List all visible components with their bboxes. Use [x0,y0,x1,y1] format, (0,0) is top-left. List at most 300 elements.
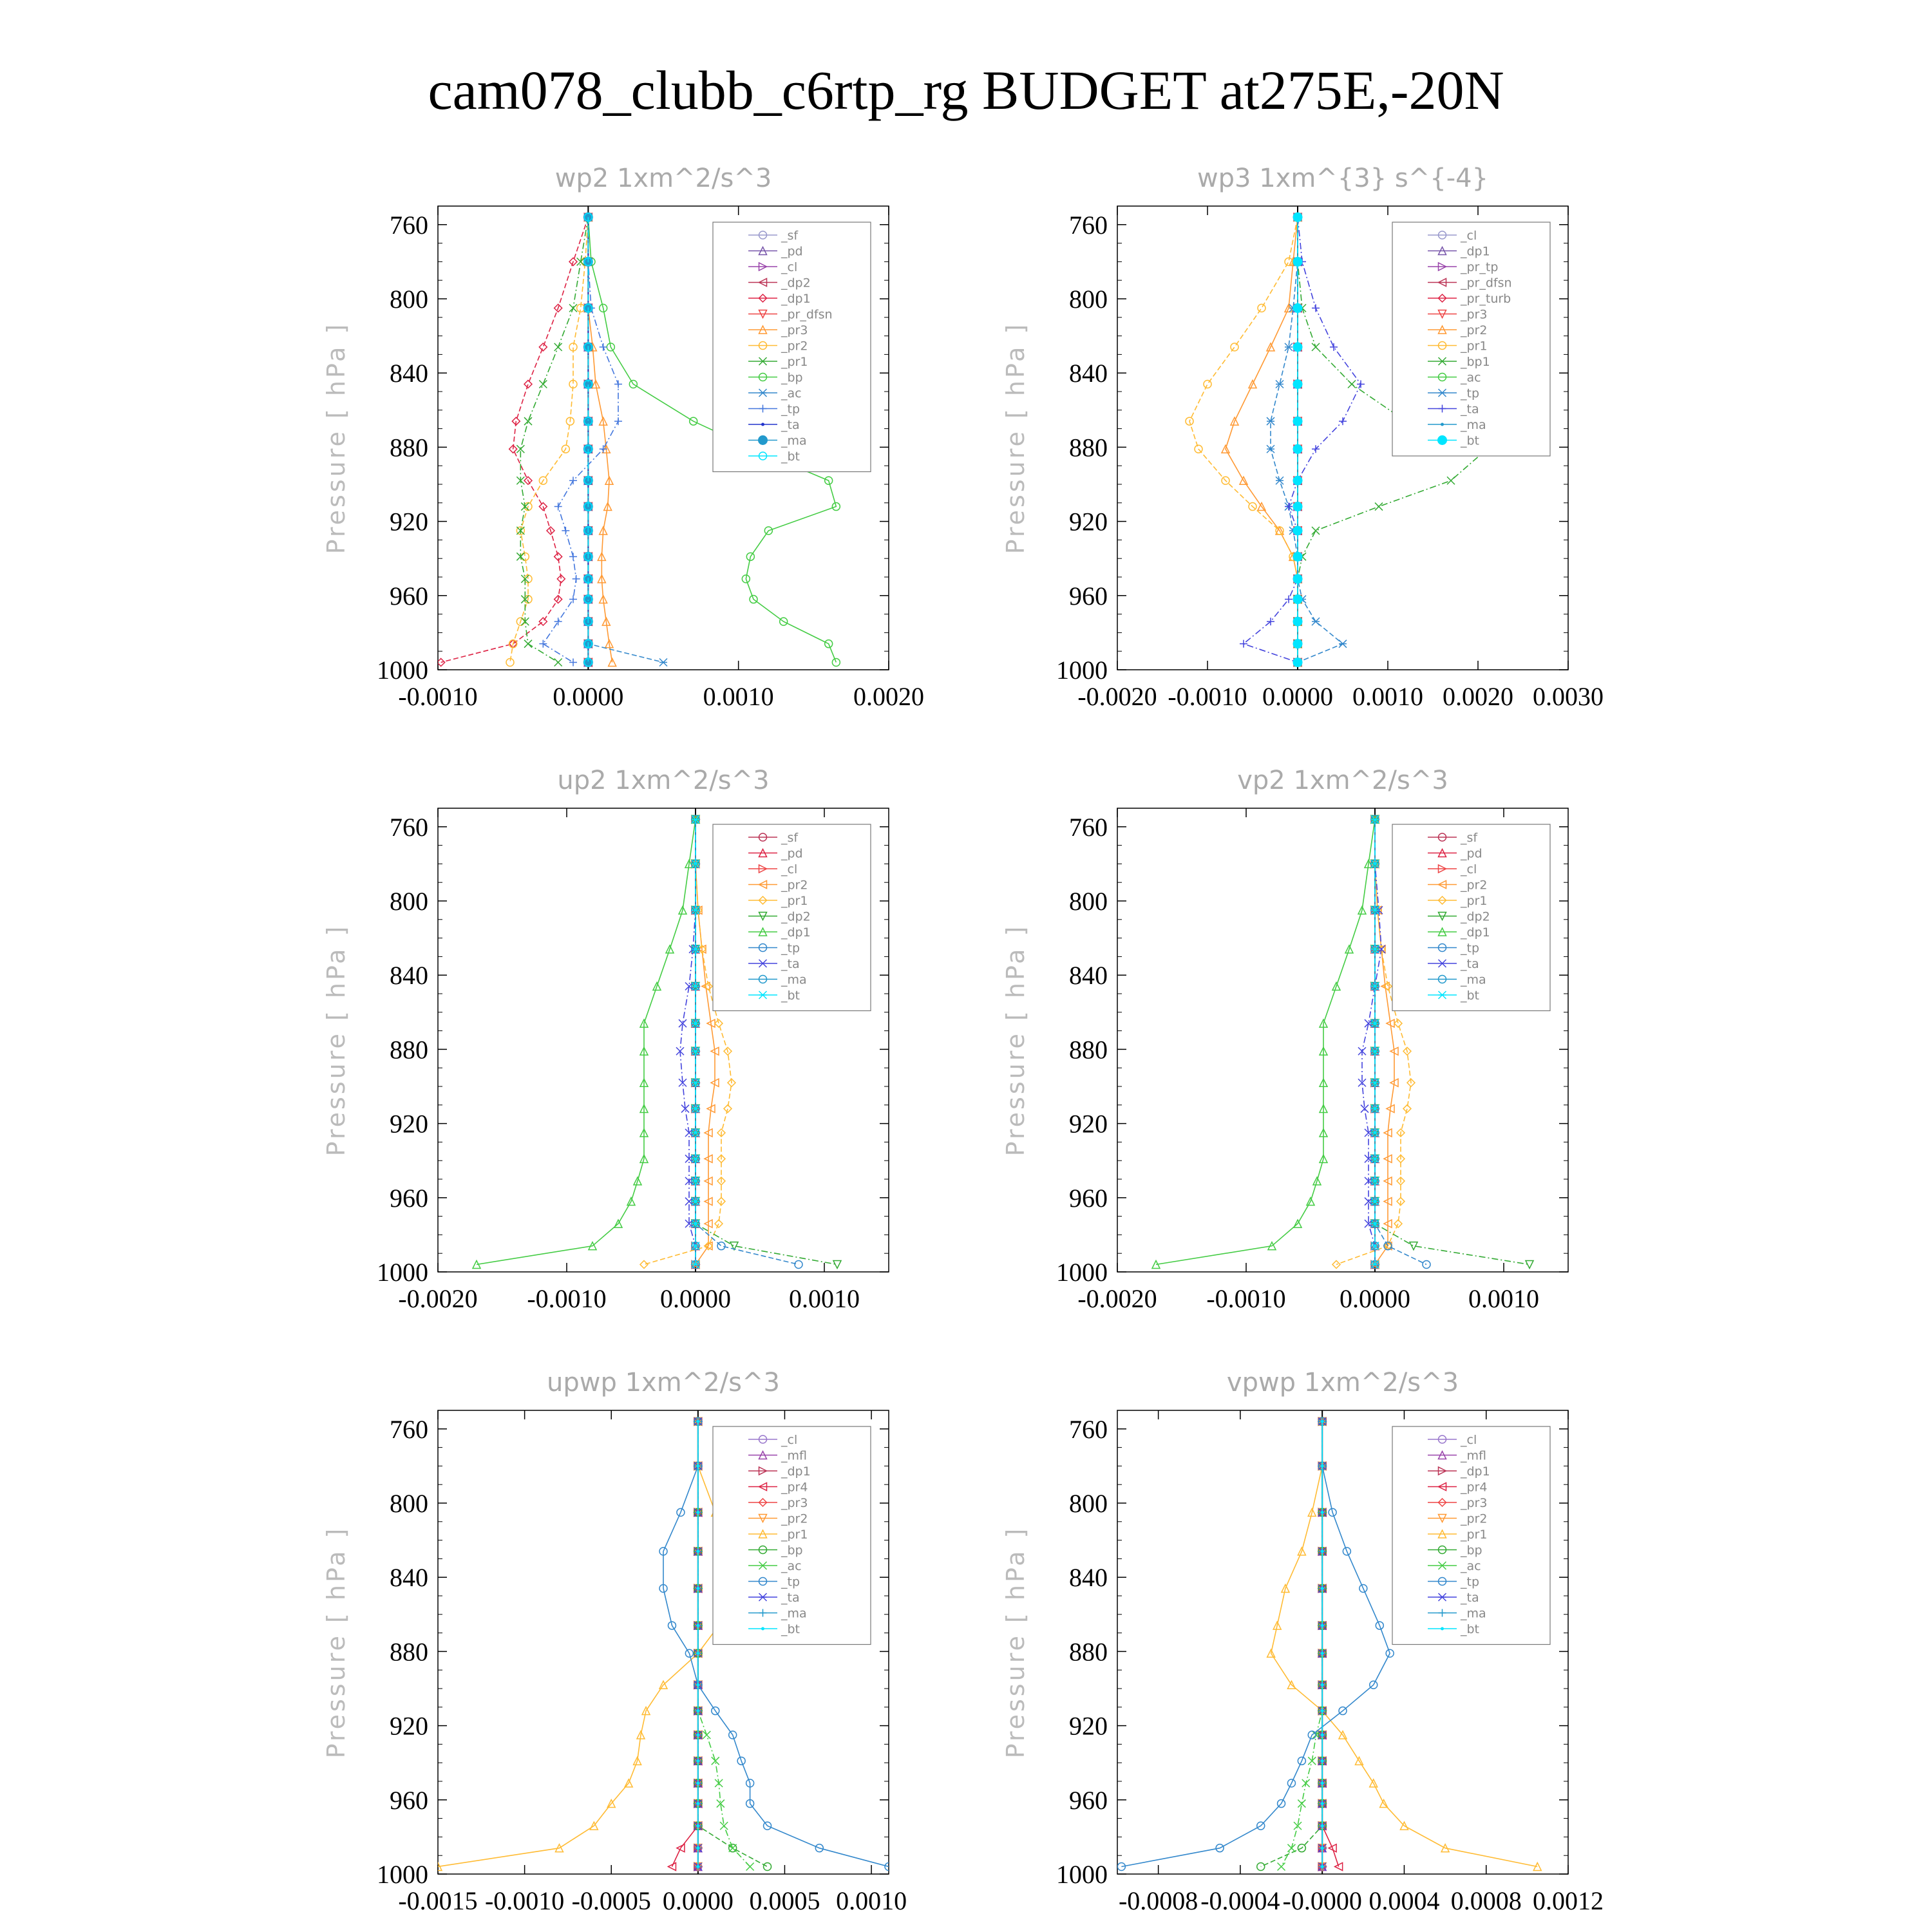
x-tick-label: 0.0005 [749,1886,820,1915]
data-point [1394,1019,1402,1027]
series-line [438,1421,733,1866]
data-point [562,527,569,535]
chart-wp2 [309,148,953,728]
data-point [640,1260,648,1268]
data-point [600,343,607,351]
y-tick-label: 800 [390,1489,428,1518]
data-point [614,380,622,388]
legend [713,222,871,472]
legend-label: _pr2 [781,878,808,893]
data-point [524,417,532,425]
y-tick-label: 1000 [1056,1860,1108,1889]
legend-label: _ac [1461,1559,1481,1573]
y-tick-label: 880 [390,433,428,462]
legend-label: _dp1 [1461,1464,1490,1479]
series-tp [1117,1417,1394,1870]
legend-label: _bt [1461,433,1480,448]
y-tick-label: 760 [1069,210,1108,240]
data-point [1339,640,1347,648]
data-point [764,1862,772,1870]
data-point [1321,1781,1324,1785]
data-point [1293,526,1302,535]
legend-label: _ta [781,1591,800,1605]
legend-label: _ma [781,972,807,987]
legend-label: _bp [781,370,803,385]
data-point [1312,527,1320,535]
legend-label: _cl [1461,862,1477,876]
data-point [1293,417,1302,426]
data-point [696,1846,699,1850]
legend-label: _tp [1461,941,1480,956]
x-tick-label: -0.0010 [527,1284,607,1313]
series-line [1271,217,1343,662]
x-tick-label: 0.0010 [836,1886,907,1915]
x-tick-label: -0.0010 [398,682,478,711]
y-tick-label: 920 [390,1711,428,1741]
legend-label: _sf [1461,831,1478,845]
data-point [696,1709,699,1712]
data-point [1321,1683,1324,1687]
legend-label: _pr2 [781,339,808,354]
chart-wp3 [989,148,1633,728]
y-tick-label: 800 [1069,887,1108,916]
x-tick-label: 0.0000 [660,1284,731,1313]
data-point [569,658,577,666]
y-tick-label: 760 [390,812,428,842]
data-point [524,380,532,388]
data-point [1312,304,1320,312]
legend-label: _pr3 [781,323,808,337]
x-tick-label: -0.0000 [1282,1886,1362,1915]
chart-vp2 [989,750,1633,1330]
data-point [696,1624,699,1627]
data-point [696,1652,699,1655]
legend-label: _pr1 [1461,339,1488,354]
data-point [715,1019,723,1027]
y-tick-label: 920 [1069,1711,1108,1741]
panel-title: wp3 1xm^{3} s^{-4} [1197,164,1489,193]
legend-label: _ma [781,433,807,448]
legend-label: _pd [781,244,803,259]
series-line [477,819,696,1264]
data-point [1293,257,1302,266]
x-tick-label: -0.0020 [398,1284,478,1313]
y-tick-label: 960 [1069,1183,1108,1213]
series-tp [1267,213,1347,666]
data-point [1287,1844,1295,1852]
series-ta [1358,815,1385,1268]
data-point [1293,476,1302,485]
data-point [1293,444,1302,453]
data-point [1293,595,1302,604]
legend-label: _bt [1461,1622,1480,1636]
x-tick-label: -0.0020 [1077,682,1157,711]
y-axis-label: Pressure [ hPa ] [1001,1526,1030,1759]
legend-label: _ta [781,418,800,432]
legend-label: _pr2 [1461,323,1488,337]
legend-label: _pr3 [1461,1496,1488,1510]
data-point [1321,1824,1324,1828]
data-point [539,380,547,388]
data-point [539,618,547,625]
data-point [1321,1464,1324,1468]
y-axis-label: Pressure [ hPa ] [1001,923,1030,1157]
legend-label: _ma [1461,972,1486,987]
data-point [696,1587,699,1590]
data-point [696,1865,699,1868]
y-tick-label: 840 [390,961,428,990]
data-point [1293,574,1302,583]
legend-label: _dp1 [781,1464,811,1479]
data-point [696,1464,699,1468]
legend-label: _ac [781,386,802,401]
legend-label: _ta [1461,402,1479,417]
data-point [729,1844,737,1852]
legend-label: _ma [1461,418,1486,432]
data-point [1321,1865,1324,1868]
chart-upwp [309,1352,953,1932]
legend-label: _pr1 [1461,1528,1488,1542]
legend-label: _pr_dfsn [781,307,833,322]
x-tick-label: 0.0010 [789,1284,860,1313]
data-point [614,417,622,425]
legend-label: _pr1 [781,1528,808,1542]
data-point [1312,618,1320,625]
series-dp1 [473,815,699,1268]
x-tick-label: 0.0010 [1468,1284,1539,1313]
legend-label: _ta [1461,1591,1479,1605]
data-point [659,658,667,666]
series-pr2 [506,213,592,666]
data-point [1293,303,1302,312]
legend [713,824,871,1011]
y-tick-label: 840 [1069,1563,1108,1593]
data-point [1321,1734,1324,1737]
legend-label: _tp [1461,1575,1480,1589]
x-tick-label: 0.0020 [853,682,924,711]
series-line [1244,217,1361,662]
legend-label: _pr2 [1461,878,1488,893]
legend-label: _tp [781,1575,800,1589]
x-tick-label: 0.0012 [1533,1886,1604,1915]
series-tp [539,213,622,666]
legend-label: _pr3 [781,1496,808,1510]
y-tick-label: 960 [390,1785,428,1815]
data-point [1293,213,1302,222]
data-point [1447,477,1455,484]
series-bp [1257,1417,1326,1870]
data-point [1302,1779,1310,1787]
data-point [1278,1862,1285,1870]
data-point [696,1802,699,1805]
data-point [573,575,580,583]
legend-label: _ac [781,1559,802,1573]
data-point [1293,379,1302,388]
legend-label: _pr4 [781,1480,808,1495]
data-point [569,304,577,312]
legend-label: _cl [781,260,798,274]
legend-label: _sf [781,229,799,243]
legend-label: _bt [1461,989,1480,1003]
data-point [1293,617,1302,626]
data-point [696,1511,699,1514]
series-line [1282,1421,1323,1866]
data-point [1276,380,1283,388]
chart-vpwp [989,1352,1633,1932]
y-tick-label: 840 [1069,359,1108,388]
legend-label: _ta [781,957,800,971]
legend-label: _pr_tp [1461,260,1499,274]
legend [1392,222,1550,456]
y-tick-label: 960 [1069,581,1108,611]
data-point [1357,380,1365,388]
y-tick-label: 880 [390,1637,428,1667]
data-point [1231,343,1238,351]
data-point [696,1420,699,1423]
data-point [1321,1709,1324,1712]
legend-label: _dp1 [781,292,811,306]
data-point [1321,1420,1324,1423]
legend-label: _pd [781,846,803,861]
data-point [1293,639,1302,649]
data-point [1293,502,1302,511]
data-point [1321,1652,1324,1655]
data-point [746,1862,754,1870]
data-point [554,618,562,625]
y-tick-label: 920 [390,1109,428,1139]
legend-marker [761,1627,764,1631]
legend-label: _pr2 [781,1511,808,1526]
legend-marker [1441,1627,1444,1631]
y-tick-label: 880 [1069,1035,1108,1065]
data-point [1348,380,1356,388]
data-point [524,640,532,648]
data-point [1258,304,1265,312]
legend-label: _mfl [781,1448,807,1463]
data-point [569,596,577,603]
y-tick-label: 760 [390,1414,428,1444]
panel-title: up2 1xm^2/s^3 [557,766,770,795]
y-tick-label: 840 [390,359,428,388]
x-tick-label: 0.0004 [1368,1886,1440,1915]
data-point [1321,1587,1324,1590]
legend-label: _mfl [1461,1448,1486,1463]
legend-label: _ta [1461,957,1479,971]
series-line [588,217,663,662]
data-point [1321,1759,1324,1763]
series-line [1261,1421,1322,1866]
y-tick-label: 800 [390,887,428,916]
legend-label: _bt [781,989,800,1003]
legend-label: _pr_dfsn [1461,276,1512,290]
y-tick-label: 760 [1069,812,1108,842]
data-point [1312,343,1320,351]
y-tick-label: 880 [1069,1637,1108,1667]
legend-label: _tp [781,941,800,956]
x-tick-label: -0.0010 [1206,1284,1286,1313]
panel-title: vpwp 1xm^2/s^3 [1226,1368,1459,1397]
data-point [1293,658,1302,667]
data-point [1321,1846,1324,1850]
data-point [554,343,562,351]
data-point [554,503,562,511]
legend-label: _pr1 [781,355,808,369]
data-point [1321,1624,1324,1627]
y-tick-label: 920 [390,507,428,536]
legend-label: _dp2 [781,276,811,290]
legend-label: _dp1 [781,925,811,940]
legend-label: _cl [1461,229,1477,243]
data-point [696,1781,699,1785]
legend-marker [1441,423,1444,426]
data-point [1375,503,1383,511]
x-tick-label: -0.0020 [1077,1284,1157,1313]
legend-label: _bp [1461,1543,1482,1558]
data-point [1267,445,1274,453]
series-line [1189,217,1298,662]
x-tick-label: -0.0010 [1168,682,1247,711]
data-point [703,1731,710,1739]
legend-label: _sf [781,831,799,845]
legend-label: _bp [781,1543,803,1558]
x-tick-label: -0.0015 [398,1886,478,1915]
legend-label: _pr_turb [1461,292,1511,306]
data-point [539,640,547,648]
y-tick-label: 1000 [377,1258,428,1287]
data-point [1321,1549,1324,1553]
y-tick-label: 800 [390,285,428,314]
y-tick-label: 1000 [1056,656,1108,685]
legend-label: _bp1 [1461,355,1490,369]
legend-label: _pr2 [1461,1511,1488,1526]
y-tick-label: 760 [390,210,428,240]
legend-label: _ma [781,1606,807,1621]
x-tick-label: 0.0000 [1340,1284,1410,1313]
legend-label: _tp [781,402,800,417]
x-tick-label: 0.0010 [1352,682,1423,711]
legend-label: _pr1 [1461,894,1488,908]
series-dp1 [437,213,592,666]
data-point [1321,1802,1324,1805]
y-tick-label: 1000 [377,656,428,685]
x-tick-label: 0.0010 [703,682,774,711]
series-line [520,217,588,662]
y-tick-label: 800 [1069,285,1108,314]
y-tick-label: 960 [390,1183,428,1213]
series-dp1 [1152,815,1379,1268]
y-tick-label: 1000 [377,1860,428,1889]
y-tick-label: 920 [1069,1109,1108,1139]
series-line [1156,819,1375,1264]
x-tick-label: -0.0008 [1118,1886,1198,1915]
page-title: cam078_clubb_c6rtp_rg BUDGET at275E,-20N [428,59,1504,121]
y-tick-label: 880 [390,1035,428,1065]
legend-label: _pd [1461,846,1482,861]
legend-label: _dp2 [1461,909,1490,924]
legend-label: _cl [1461,1433,1477,1447]
data-point [539,343,547,351]
legend-label: _dp1 [1461,244,1490,259]
y-tick-label: 960 [1069,1785,1108,1815]
data-point [696,1683,699,1687]
legend-label: _tp [1461,386,1480,401]
legend-label: _pr1 [781,894,808,908]
legend-label: _pr3 [1461,307,1488,322]
data-point [696,1549,699,1553]
legend-marker [759,436,768,445]
legend-label: _bt [781,450,800,464]
y-axis-label: Pressure [ hPa ] [322,321,350,554]
series-line [1226,217,1298,662]
y-tick-label: 1000 [1056,1258,1108,1287]
data-point [1321,1511,1324,1514]
y-tick-label: 960 [390,581,428,611]
data-point [1293,343,1302,352]
y-axis-label: Pressure [ hPa ] [1001,321,1030,554]
legend-label: _dp1 [1461,925,1490,940]
data-point [717,1242,725,1250]
x-tick-label: 0.0008 [1450,1886,1522,1915]
panel-title: vp2 1xm^2/s^3 [1237,766,1448,795]
chart-up2 [309,750,953,1330]
data-point [1293,552,1302,561]
x-tick-label: 0.0020 [1443,682,1513,711]
y-axis-label: Pressure [ hPa ] [322,923,350,1157]
x-tick-label: -0.0010 [484,1886,565,1915]
data-point [1339,417,1347,425]
legend [713,1426,871,1645]
y-tick-label: 800 [1069,1489,1108,1518]
data-point [1330,343,1338,351]
legend [1392,824,1550,1011]
x-tick-label: 0.0000 [662,1886,734,1915]
y-tick-label: 840 [1069,961,1108,990]
y-tick-label: 840 [390,1563,428,1593]
x-tick-label: 0.0000 [553,682,624,711]
legend-label: _ma [1461,1606,1486,1621]
x-tick-label: -0.0005 [571,1886,651,1915]
data-point [696,1734,699,1737]
legend-label: _cl [781,1433,798,1447]
legend-label: _dp2 [781,909,811,924]
panel-title: wp2 1xm^2/s^3 [554,164,772,193]
legend-marker [1438,436,1447,445]
series-line [441,217,589,662]
series-pr2 [1222,213,1302,666]
series-line [543,217,618,662]
legend-label: _cl [781,862,798,876]
x-tick-label: 0.0000 [1262,682,1333,711]
y-tick-label: 760 [1069,1414,1108,1444]
x-tick-label: 0.0030 [1533,682,1604,711]
data-point [569,553,577,560]
data-point [554,658,562,666]
data-point [1276,477,1283,484]
legend [1392,1426,1550,1645]
x-tick-label: -0.0004 [1200,1886,1280,1915]
legend-label: _pr4 [1461,1480,1488,1495]
series-line [1121,1421,1390,1866]
panel-title: upwp 1xm^2/s^3 [547,1368,780,1397]
legend-label: _bt [781,1622,800,1636]
y-axis-label: Pressure [ hPa ] [322,1526,350,1759]
data-point [1204,380,1211,388]
legend-label: _ac [1461,370,1481,385]
series-pr1 [1186,213,1302,666]
y-tick-label: 920 [1069,507,1108,536]
data-point [696,1759,699,1763]
y-tick-label: 880 [1069,433,1108,462]
